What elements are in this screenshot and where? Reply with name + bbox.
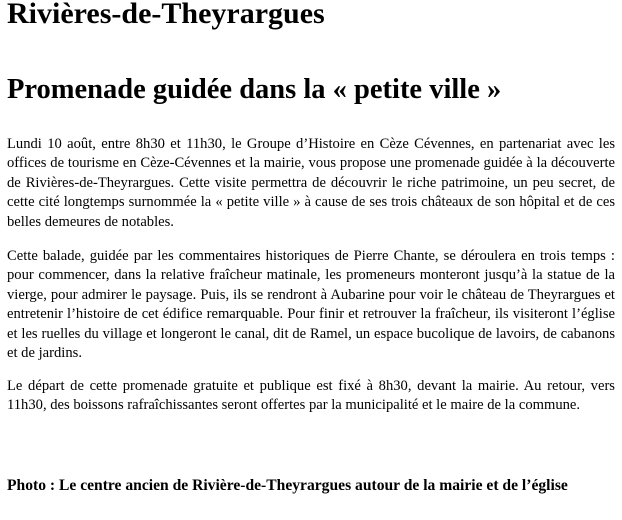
paragraph-itinerary: Cette balade, guidée par les commentaires historiques de Pierre Chante, se déroulera en trois temps : pour commencer, dans la relative fraîcheur matinale, les promeneurs monteront jusqu’à la statue de la vierge, pour admirer le paysage. Puis, ils se rendront à Aubarine pour voir le château de Theyrargues et entretenir l’histoire de cet édifice remarquable. Pour finir et retrouver la fraîcheur, ils visiteront l’église et les ruelles du village et longeront le canal, dit de Ramel, un espace bucolique de lavoirs, de cabanons et de jardins. xyxy=(7,248,615,362)
paragraph-intro: Lundi 10 août, entre 8h30 et 11h30, le Groupe d’Histoire en Cèze Cévennes, en partenariat avec les offices de tourisme en Cèze-Cévennes et la mairie, vous propose une promenade guidée à la découverte de Rivières-de-Theyrargues. Cette visite permettra de découvrir le riche patrimoine, un peu secret, de cette cité longtemps surnommée la « petite ville » à cause de ses trois châteaux de son hôpital et de ces belles demeures de notables. xyxy=(7,136,615,230)
paragraph-practical: Le départ de cette promenade gratuite et publique est fixé à 8h30, devant la mairie. Au retour, vers 11h30, des boissons rafraîchissantes seront offertes par la municipalité et le maire de la commune. xyxy=(7,378,615,414)
photo-caption: Photo : Le centre ancien de Rivière-de-Theyrargues autour de la mairie et de l’église xyxy=(7,477,568,494)
article-headline: Promenade guidée dans la « petite ville » xyxy=(7,74,502,105)
town-title: Rivières-de-Theyrargues xyxy=(7,0,325,30)
